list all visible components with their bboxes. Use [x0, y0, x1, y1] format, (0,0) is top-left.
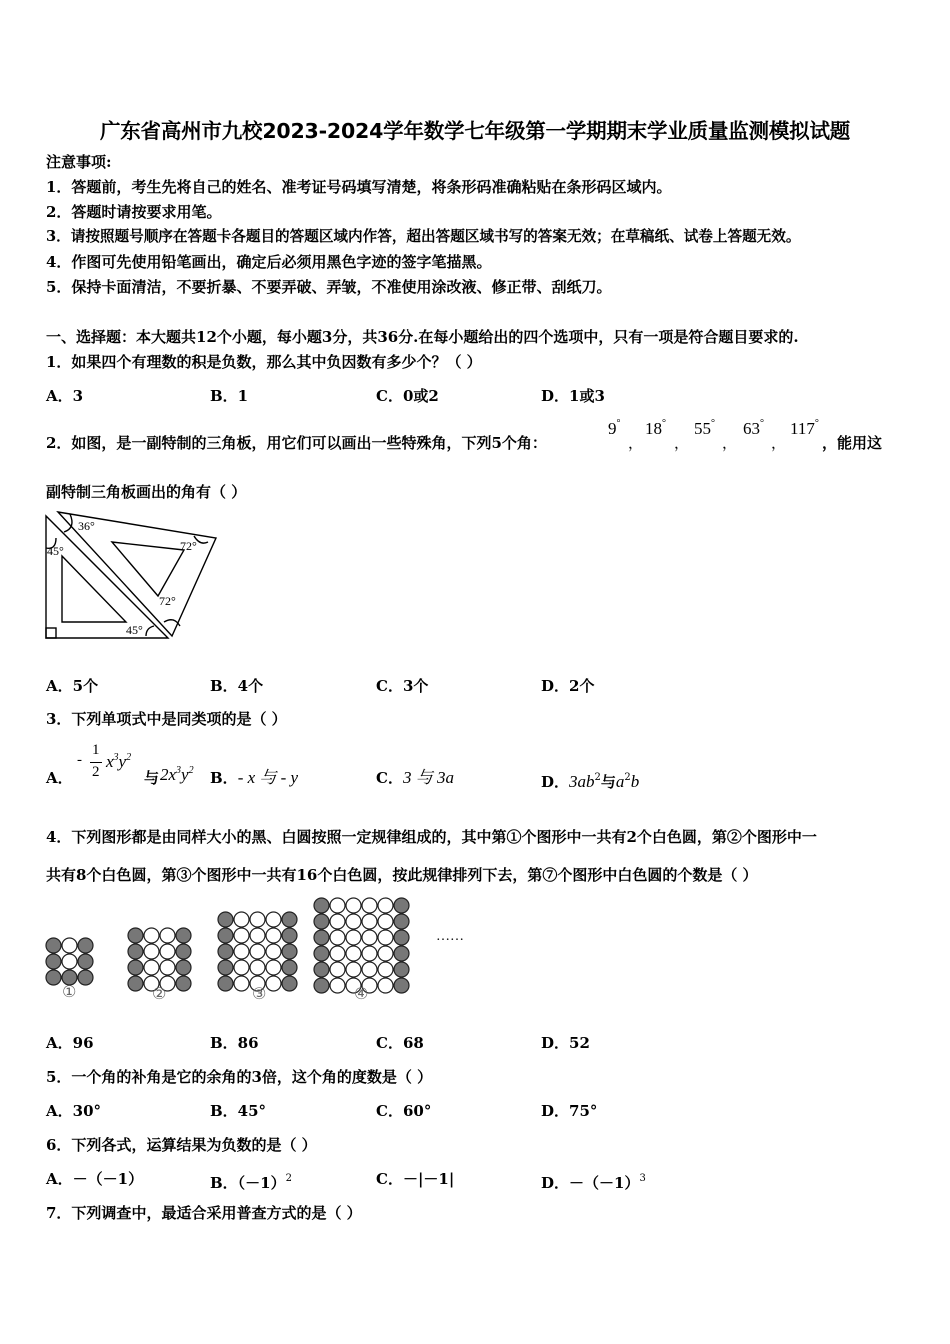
black-circle	[46, 938, 61, 953]
black-circle	[282, 912, 297, 927]
notice-item-2: 2．答题时请按要求用笔。	[46, 203, 222, 221]
black-circle	[176, 928, 191, 943]
q1-option-b[interactable]: B．1	[210, 387, 249, 405]
q3-option-a[interactable]: A．	[46, 769, 73, 787]
white-circle	[250, 912, 265, 927]
q2-option-a[interactable]: A．5个	[46, 677, 99, 695]
white-circle	[362, 946, 377, 961]
white-circle	[362, 930, 377, 945]
white-circle	[330, 962, 345, 977]
white-circle	[266, 960, 281, 975]
white-circle	[160, 944, 175, 959]
white-circle	[234, 944, 249, 959]
q5-option-a[interactable]: A．30°	[46, 1102, 102, 1120]
q6-stem: 6．下列各式，运算结果为负数的是（ ）	[46, 1136, 317, 1154]
black-circle	[282, 928, 297, 943]
q3-a-right: $2x^3y^2$	[160, 765, 194, 784]
q4-option-b[interactable]: B．86	[210, 1034, 259, 1052]
q3-option-c[interactable]: C．3 与 3a	[376, 768, 454, 787]
white-circle	[250, 928, 265, 943]
q4-ellipsis: ……	[436, 929, 464, 944]
white-circle	[330, 978, 345, 993]
white-circle	[362, 898, 377, 913]
notice-item-4: 4．作图可先使用铅笔画出，确定后必须用黑色字迹的签字笔描黑。	[46, 253, 492, 271]
black-circle	[176, 960, 191, 975]
section-1-heading: 一、选择题：本大题共12个小题，每小题3分，共36分.在每小题给出的四个选项中，只有一项是符合题目要求的.	[46, 328, 799, 346]
white-circle	[266, 976, 281, 991]
q3-a-with: 与	[144, 769, 160, 787]
white-circle	[250, 944, 265, 959]
black-circle	[78, 938, 93, 953]
white-circle	[144, 944, 159, 959]
q2-stem-a: 2．如图，是一副特制的三角板，用它们可以画出一些特殊角，下列5个角：	[46, 434, 547, 452]
white-circle	[250, 960, 265, 975]
black-circle	[128, 976, 143, 991]
q1-option-d[interactable]: D．1或3	[541, 387, 605, 405]
q4-stem-b: 共有8个白色圆，第③个图形中一共有16个白色圆，按此规律排列下去，第⑦个图形中白色圆的个数是（ ）	[46, 866, 758, 884]
black-circle	[394, 898, 409, 913]
q1-option-c[interactable]: C．0或2	[376, 387, 439, 405]
q2-angle-1: 9°	[608, 418, 621, 438]
fig-label-45-left: 45°	[47, 544, 64, 558]
q2-option-c[interactable]: C．3个	[376, 677, 429, 695]
q4-fig-number-2: ②	[152, 984, 167, 1003]
white-circle	[378, 930, 393, 945]
white-circle	[234, 960, 249, 975]
white-circle	[330, 914, 345, 929]
white-circle	[346, 930, 361, 945]
black-circle	[46, 970, 61, 985]
q4-fig-number-3: ③	[252, 984, 267, 1003]
white-circle	[266, 928, 281, 943]
white-circle	[378, 898, 393, 913]
white-circle	[144, 928, 159, 943]
fig-label-72-bottom: 72°	[159, 594, 176, 608]
q2-option-d[interactable]: D．2个	[541, 677, 595, 695]
black-circle	[218, 976, 233, 991]
black-circle	[128, 928, 143, 943]
black-circle	[394, 914, 409, 929]
triangle-set-figure	[42, 508, 222, 642]
black-circle	[314, 930, 329, 945]
notice-heading: 注意事项:	[46, 153, 112, 171]
white-circle	[378, 962, 393, 977]
q1-option-a[interactable]: A．3	[46, 387, 84, 405]
white-circle	[362, 914, 377, 929]
black-circle	[128, 944, 143, 959]
black-circle	[218, 944, 233, 959]
circle-pattern-figure	[40, 892, 464, 1010]
black-circle	[282, 944, 297, 959]
white-circle	[266, 944, 281, 959]
page-title: 广东省高州市九校2023-2024学年数学七年级第一学期期末学业质量监测模拟试题	[99, 119, 851, 143]
white-circle	[234, 912, 249, 927]
q3-option-b[interactable]: B．- x 与 - y	[210, 768, 299, 787]
q6-option-b[interactable]: B．$(-1)^2$	[210, 1173, 292, 1192]
black-circle	[218, 912, 233, 927]
black-circle	[314, 962, 329, 977]
white-circle	[346, 962, 361, 977]
black-circle	[314, 914, 329, 929]
white-circle	[346, 946, 361, 961]
black-circle	[394, 946, 409, 961]
q4-option-c[interactable]: C．68	[376, 1034, 424, 1052]
q3-a-minus: -	[77, 752, 82, 768]
q3-stem: 3．下列单项式中是同类项的是（ ）	[46, 710, 287, 728]
q7-stem: 7．下列调查中，最适合采用普查方式的是（ ）	[46, 1204, 362, 1222]
q4-option-a[interactable]: A．96	[46, 1034, 94, 1052]
black-circle	[46, 954, 61, 969]
white-circle	[330, 898, 345, 913]
q2-stem-b: ，能用这	[822, 434, 883, 452]
q6-option-a[interactable]: A．－（－1）	[46, 1170, 144, 1188]
white-circle	[62, 954, 77, 969]
black-circle	[394, 978, 409, 993]
q4-stem-a: 4．下列图形都是由同样大小的黑、白圆按照一定规律组成的，其中第①个图形中一共有2个白色圆，第②个图形中一	[46, 828, 817, 846]
white-circle	[330, 930, 345, 945]
notice-item-1: 1．答题前，考生先将自己的姓名、准考证号码填写清楚，将条形码准确粘贴在条形码区域内。	[46, 178, 672, 196]
q2-stem-c: 副特制三角板画出的角有（ ）	[46, 483, 247, 501]
black-circle	[78, 970, 93, 985]
q3-a-frac-den: 2	[92, 764, 100, 780]
q5-stem: 5．一个角的补角是它的余角的3倍，这个角的度数是（ ）	[46, 1068, 433, 1086]
white-circle	[62, 938, 77, 953]
q3-a-frac-bar	[90, 762, 102, 763]
q2-angle-4: 63°	[743, 418, 764, 438]
white-circle	[378, 914, 393, 929]
q6-option-c[interactable]: C．－|－1|	[376, 1170, 455, 1188]
q5-option-d[interactable]: D．75°	[541, 1102, 598, 1120]
q4-fig-number-1: ①	[62, 982, 77, 1001]
white-circle	[346, 914, 361, 929]
black-circle	[314, 898, 329, 913]
black-circle	[78, 954, 93, 969]
black-circle	[282, 976, 297, 991]
q1-stem: 1．如果四个有理数的积是负数，那么其中负因数有多少个？（ ）	[46, 353, 482, 371]
q4-fig-number-4: ④	[354, 984, 369, 1003]
black-circle	[176, 976, 191, 991]
white-circle	[378, 978, 393, 993]
q3-a-expr: $x^3y^2$	[106, 752, 132, 771]
q2-angle-5: 117°	[790, 418, 819, 438]
q6-option-d[interactable]: D．$-(-1)^3$	[541, 1173, 646, 1192]
white-circle	[362, 962, 377, 977]
black-circle	[282, 960, 297, 975]
white-circle	[144, 960, 159, 975]
white-circle	[234, 928, 249, 943]
q5-option-b[interactable]: B．45°	[210, 1102, 267, 1120]
white-circle	[378, 946, 393, 961]
q3-option-d[interactable]: D．$3ab^2$与$a^2b$	[541, 772, 640, 791]
black-circle	[314, 946, 329, 961]
q3-a-frac-num: 1	[92, 742, 100, 758]
black-circle	[314, 978, 329, 993]
white-circle	[346, 898, 361, 913]
black-circle	[394, 930, 409, 945]
black-circle	[128, 960, 143, 975]
notice-item-3: 3．请按照题号顺序在答题卡各题目的答题区域内作答，超出答题区域书写的答案无效；在草稿纸、试卷上答题无效。	[46, 228, 801, 245]
q5-option-c[interactable]: C．60°	[376, 1102, 432, 1120]
fig-label-72-top: 72°	[180, 539, 197, 553]
white-circle	[160, 928, 175, 943]
black-circle	[218, 960, 233, 975]
q2-option-b[interactable]: B．4个	[210, 677, 264, 695]
fig-label-45-bottom: 45°	[126, 623, 143, 637]
black-circle	[218, 928, 233, 943]
white-circle	[234, 976, 249, 991]
q2-angle-2: 18°	[645, 418, 666, 438]
white-circle	[330, 946, 345, 961]
white-circle	[266, 912, 281, 927]
white-circle	[160, 960, 175, 975]
q2-angle-3: 55°	[694, 418, 715, 438]
notice-item-5: 5．保持卡面清洁，不要折暴、不要弄破、弄皱，不准使用涂改液、修正带、刮纸刀。	[46, 278, 612, 296]
fig-label-36: 36°	[78, 519, 95, 533]
black-circle	[176, 944, 191, 959]
q4-option-d[interactable]: D．52	[541, 1034, 590, 1052]
black-circle	[394, 962, 409, 977]
